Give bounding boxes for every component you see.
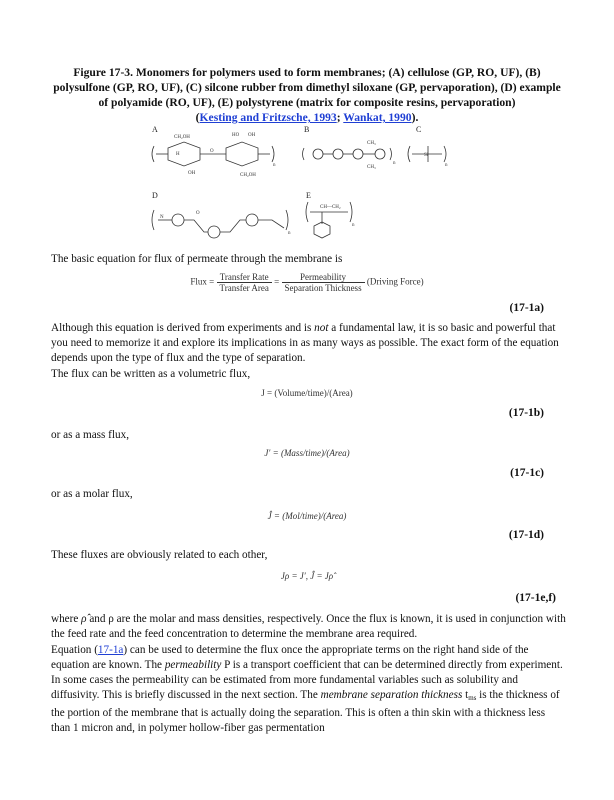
eq-number-17-1ef: (17-1e,f) bbox=[515, 592, 556, 604]
figure-caption bbox=[50, 65, 564, 125]
para8-a: Equation ( bbox=[51, 644, 98, 656]
atom-ch-ch2: CH—CH₂ bbox=[320, 205, 341, 210]
paragraph-flux-intro: The basic equation for flux of permeate through the membrane is bbox=[51, 253, 343, 265]
label-d: D bbox=[152, 191, 158, 200]
para8-subscript: ms bbox=[468, 694, 477, 702]
atom-o-d: O bbox=[196, 211, 200, 216]
bracket-left-a bbox=[152, 146, 154, 162]
monomer-structures-figure bbox=[148, 124, 448, 248]
atom-o: O bbox=[210, 149, 214, 154]
atom-n-e: n bbox=[352, 223, 355, 228]
caption-paren: ( bbox=[195, 111, 200, 124]
caption-sep: ; bbox=[336, 111, 344, 124]
eq-a-frac2 bbox=[282, 272, 365, 293]
rho-hat-symbol: ρ̂ bbox=[81, 613, 87, 625]
ring-a2 bbox=[226, 142, 258, 166]
equation-17-1c: J′ = (Mass/time)/(Area) bbox=[264, 448, 350, 458]
eq-number-17-1b: (17-1b) bbox=[508, 407, 544, 419]
equation-17-1d: Ĵ = (Mol/time)/(Area) bbox=[267, 511, 347, 521]
atom-n-c: n bbox=[445, 163, 448, 168]
para7-w2: and ρ are the molar and mass densities, respectively. Once the flux is known, it is used in conjunction with the feed rate and the feed concentration to determine the membrane area required. bbox=[51, 613, 566, 640]
label-b: B bbox=[304, 125, 310, 134]
para2-not: not bbox=[314, 322, 329, 334]
eq-a-den1: Transfer Area bbox=[219, 283, 269, 293]
eq-a-frac1 bbox=[217, 272, 272, 293]
caption-text: Figure 17-3. Monomers for polymers used to form membranes; (A) cellulose (GP, RO, UF), (B) polysulfone (GP, RO, UF), (C) silcone rubber from dimethyl siloxane (GP, pervaporation), (D) example of polyamide (RO, UF), (E) polystyrene (matrix for composite resins, pervaporation) bbox=[53, 66, 561, 109]
equation-link-17-1a[interactable]: 17-1a bbox=[97, 644, 124, 656]
eq-a-tail: (Driving Force) bbox=[366, 276, 424, 287]
reference-link-kesting[interactable]: Kesting and Fritzsche, 1993 bbox=[199, 111, 337, 124]
atom-oh: OH bbox=[248, 133, 256, 138]
eq-number-17-1c: (17-1c) bbox=[510, 467, 544, 479]
label-c: C bbox=[416, 125, 422, 134]
caption-close: ). bbox=[411, 111, 419, 124]
label-a: A bbox=[152, 125, 158, 134]
para8-permeability: permeability bbox=[164, 659, 222, 671]
eq-a-lhs: Flux = bbox=[190, 276, 215, 287]
atom-h: H bbox=[176, 152, 180, 157]
paragraph-molar-flux: or as a molar flux, bbox=[51, 488, 133, 500]
atom-nh: N bbox=[160, 215, 164, 220]
eq-number-17-1d: (17-1d) bbox=[508, 529, 544, 541]
atom-n-a: n bbox=[273, 163, 276, 168]
paragraph-densities bbox=[51, 612, 567, 642]
para8-b: ) can be used to determine the flux once the appropriate terms on the right hand side of the equation are known. The bbox=[51, 644, 529, 671]
paragraph-related: These fluxes are obviously related to each other, bbox=[51, 549, 268, 561]
para8-c: P is a transport coefficient that can be determined directly from experiment. In some cases the permeability can be estimated from more fundamental variables such as solubility and diffusivity. This is briefly discussed in the next section. The bbox=[51, 659, 563, 701]
equation-17-1b: J = (Volume/time)/(Area) bbox=[261, 388, 353, 398]
reference-link-wankat[interactable]: Wankat, 1990 bbox=[343, 111, 412, 124]
equation-17-1ef: Jρ = J′, Ĵ = Jρ̂ bbox=[280, 571, 334, 581]
para2-part2: a fundamental law, it is so basic and powerful that you need to memorize it and explore its implications in as many ways as possible. The exact form of the equation depends upon the type of flux and the type of separation. bbox=[51, 322, 559, 364]
atom-ch2oh-2: CH₂OH bbox=[240, 173, 256, 178]
paragraph-mass-flux: or as a mass flux, bbox=[51, 429, 129, 441]
bracket-right-a bbox=[272, 146, 274, 162]
atom-si: Si bbox=[424, 153, 429, 158]
equation-17-1a bbox=[0, 272, 614, 293]
para8-e: is the thickness of the portion of the membrane that is actually doing the separation. This is often a thin skin with a thickness less than 1 micron and, in polymer hollow-fiber gas permentation bbox=[51, 689, 560, 734]
eq-a-num2: Permeability bbox=[282, 272, 365, 283]
atom-oh-2: OH bbox=[188, 171, 196, 176]
paragraph-volumetric: The flux can be written as a volumetric flux, bbox=[51, 368, 251, 380]
label-e: E bbox=[306, 191, 311, 200]
atom-n-b: n bbox=[393, 161, 396, 166]
eq-a-equals: = bbox=[274, 276, 280, 287]
structures-svg bbox=[148, 124, 448, 248]
atom-ch2oh: CH₂OH bbox=[174, 135, 190, 140]
ring-a1 bbox=[168, 142, 200, 166]
atom-n-d: n bbox=[288, 231, 291, 236]
paragraph-equation-usage bbox=[51, 643, 567, 736]
atom-ch3: CH₃ bbox=[367, 141, 376, 146]
eq-a-den2: Separation Thickness bbox=[284, 283, 362, 293]
paragraph-not-fundamental bbox=[51, 321, 567, 366]
para7-w1: where bbox=[51, 613, 82, 625]
para8-membrane-thickness: membrane separation thickness bbox=[320, 689, 463, 701]
atom-ho: HO bbox=[232, 133, 240, 138]
para2-part1: Although this equation is derived from experiments and is bbox=[51, 322, 315, 334]
eq-a-num1: Transfer Rate bbox=[217, 272, 272, 283]
atom-ch3-2: CH₃ bbox=[367, 165, 376, 170]
para8-d: t bbox=[462, 689, 469, 701]
eq-number-17-1a: (17-1a) bbox=[509, 302, 544, 314]
